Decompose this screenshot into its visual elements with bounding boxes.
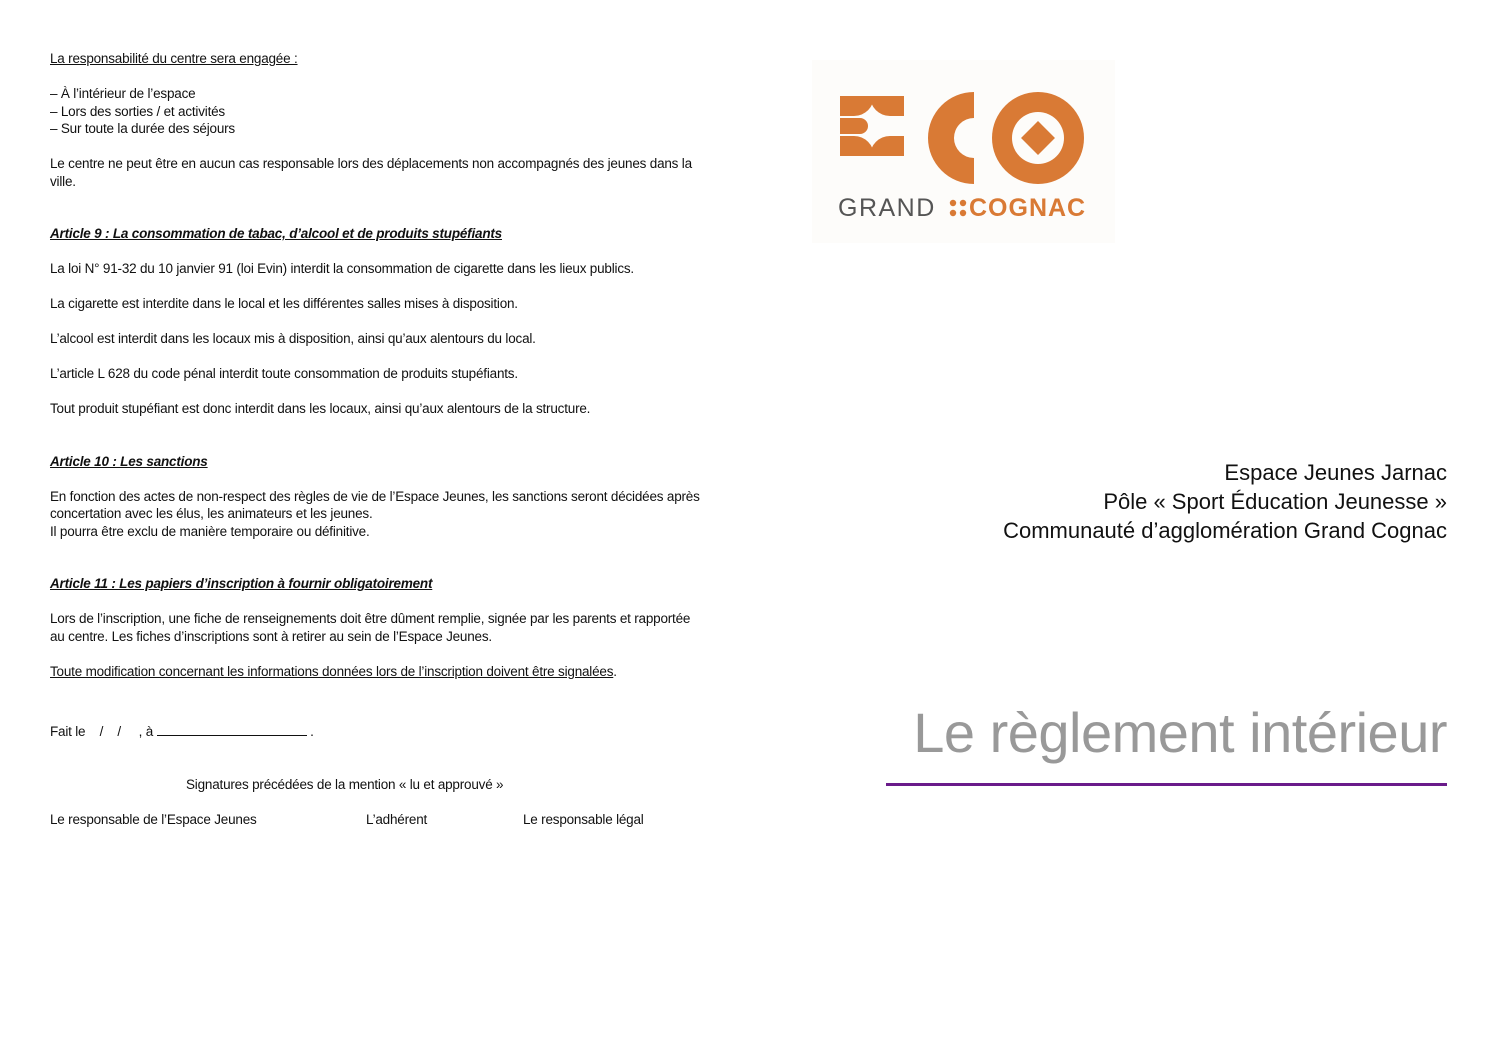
article-11-paragraph: Lors de l’inscription, une fiche de renseignements doit être dûment remplie, signée par les parents et rapportée au centre. Les fiches d’inscriptions sont à retirer au sein de l’Espace Jeunes. — [50, 611, 691, 644]
responsibility-note: Le centre ne peut être en aucun cas responsable lors des déplacements non accompagnés des jeunes dans la ville. — [50, 156, 692, 189]
date-slots: / / , à — [85, 724, 157, 739]
signature-mention: Signatures précédées de la mention « lu et approuvé » — [186, 776, 504, 792]
article-11-notice — [50, 663, 705, 681]
article-9-paragraph: Tout produit stupéfiant est donc interdit dans les locaux, ainsi qu’aux alentours de la structure. — [50, 401, 591, 416]
logo-wordmark-cognac: COGNAC — [969, 194, 1087, 222]
title-underline — [886, 783, 1447, 786]
rules-column — [50, 50, 705, 828]
document-title: Le règlement intérieur — [913, 701, 1447, 764]
article-11-title: Article 11 : Les papiers d’inscription à fournir obligatoirement — [50, 576, 433, 591]
article-9-paragraph: L’alcool est interdit dans les locaux mis à disposition, ainsi qu’aux alentours du local. — [50, 331, 536, 346]
article-9-paragraph: L’article L 628 du code pénal interdit toute consommation de produits stupéfiants. — [50, 366, 518, 381]
list-item: – À l’intérieur de l’espace — [50, 86, 196, 101]
article-9-paragraph: La loi N° 91-32 du 10 janvier 91 (loi Evin) interdit la consommation de cigarette dans les lieux publics. — [50, 261, 634, 276]
org-line: Communauté d’agglomération Grand Cognac — [1003, 518, 1447, 543]
list-item: – Sur toute la durée des séjours — [50, 121, 235, 136]
fait-le-suffix: . — [306, 724, 314, 739]
logo-icon — [812, 60, 1115, 243]
signature-adherent: L’adhérent — [366, 811, 428, 827]
org-line: Espace Jeunes Jarnac — [1224, 460, 1447, 485]
list-item: – Lors des sorties / et activités — [50, 103, 225, 119]
article-10-title: Article 10 : Les sanctions — [50, 453, 208, 469]
notice-end: . — [613, 663, 617, 679]
fait-le-label: Fait le — [50, 724, 86, 739]
signature-legal: Le responsable légal — [523, 811, 644, 827]
article-10-line: Il pourra être exclu de manière temporaire ou définitive. — [50, 523, 370, 539]
responsibility-heading: La responsabilité du centre sera engagée : — [50, 51, 298, 66]
signature-responsable: Le responsable de l’Espace Jeunes — [50, 811, 257, 827]
grand-cognac-logo — [812, 60, 1115, 243]
signature-row — [50, 811, 705, 829]
article-9-title: Article 9 : La consommation de tabac, d’alcool et de produits stupéfiants — [50, 226, 502, 241]
fait-le-line — [50, 723, 705, 741]
org-line: Pôle « Sport Éducation Jeunesse » — [1103, 489, 1447, 514]
place-blank — [157, 723, 307, 736]
responsibility-list — [50, 85, 705, 138]
organization-block — [1003, 458, 1447, 545]
article-9-paragraph: La cigarette est interdite dans le local et les différentes salles mises à disposition. — [50, 296, 518, 311]
logo-wordmark-grand: GRAND — [838, 194, 936, 222]
article-10-line: En fonction des actes de non-respect des règles de vie de l’Espace Jeunes, les sanctions seront décidées après concertation avec les élus, les animateurs et les jeunes. — [50, 488, 700, 521]
notice-underlined: Toute modification concernant les informations données lors de l’inscription doivent être signalées — [50, 663, 614, 679]
